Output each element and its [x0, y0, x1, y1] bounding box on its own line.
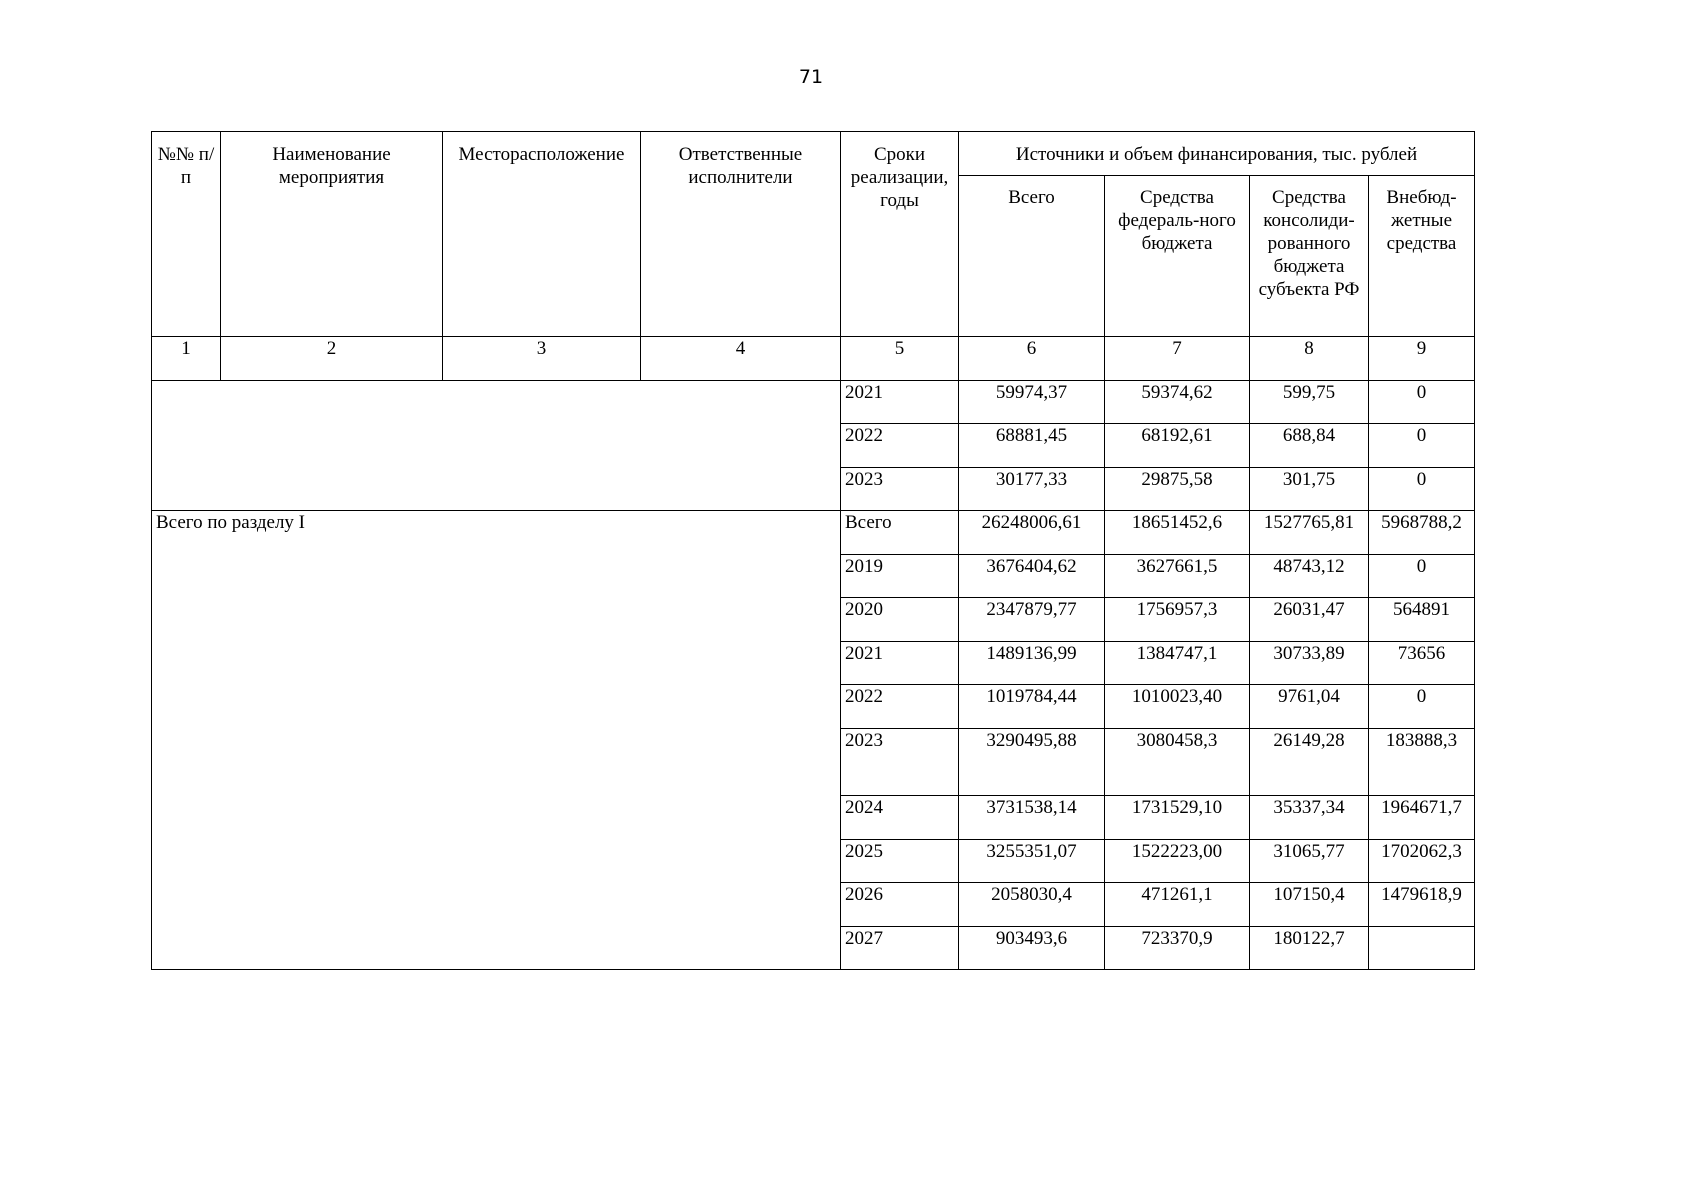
year-cell: 2021 [841, 642, 959, 685]
financing-table [151, 131, 1475, 970]
header-terms: Сроки реализации, годы [841, 132, 959, 337]
total-cell: 3290495,88 [959, 729, 1105, 796]
federal-cell: 1731529,10 [1105, 796, 1250, 840]
extrabudget-cell: 0 [1369, 424, 1475, 468]
regional-cell: 30733,89 [1250, 642, 1369, 685]
header-number: №№ п/п [152, 132, 221, 337]
federal-cell: 1522223,00 [1105, 840, 1250, 883]
federal-cell: 1756957,3 [1105, 598, 1250, 642]
total-cell: 30177,33 [959, 468, 1105, 511]
extrabudget-cell: 0 [1369, 468, 1475, 511]
header-event-name: Наименование мероприятия [221, 132, 443, 337]
column-number: 1 [152, 337, 221, 381]
total-cell: 1019784,44 [959, 685, 1105, 729]
column-number: 7 [1105, 337, 1250, 381]
year-cell: Всего [841, 511, 959, 555]
extrabudget-cell: 0 [1369, 381, 1475, 424]
header-location: Месторасположение [443, 132, 641, 337]
header-federal: Средства федераль-ного бюджета [1105, 176, 1250, 337]
extrabudget-cell: 183888,3 [1369, 729, 1475, 796]
total-cell: 3676404,62 [959, 555, 1105, 598]
section-total-label: Всего по разделу I [152, 511, 841, 970]
federal-cell: 29875,58 [1105, 468, 1250, 511]
total-cell: 2058030,4 [959, 883, 1105, 927]
total-cell: 68881,45 [959, 424, 1105, 468]
extrabudget-cell: 564891 [1369, 598, 1475, 642]
empty-merged-cell [152, 381, 841, 511]
extrabudget-cell: 5968788,2 [1369, 511, 1475, 555]
regional-cell: 301,75 [1250, 468, 1369, 511]
extrabudget-cell: 1702062,3 [1369, 840, 1475, 883]
federal-cell: 723370,9 [1105, 927, 1250, 970]
total-cell: 903493,6 [959, 927, 1105, 970]
year-cell: 2020 [841, 598, 959, 642]
federal-cell: 3627661,5 [1105, 555, 1250, 598]
federal-cell: 59374,62 [1105, 381, 1250, 424]
year-cell: 2026 [841, 883, 959, 927]
page-number: 71 [798, 66, 824, 88]
total-cell: 3255351,07 [959, 840, 1105, 883]
column-number: 9 [1369, 337, 1475, 381]
column-number: 2 [221, 337, 443, 381]
year-cell: 2022 [841, 424, 959, 468]
federal-cell: 18651452,6 [1105, 511, 1250, 555]
year-cell: 2023 [841, 468, 959, 511]
regional-cell: 107150,4 [1250, 883, 1369, 927]
regional-cell: 1527765,81 [1250, 511, 1369, 555]
column-number: 6 [959, 337, 1105, 381]
extrabudget-cell: 73656 [1369, 642, 1475, 685]
regional-cell: 26031,47 [1250, 598, 1369, 642]
column-number: 5 [841, 337, 959, 381]
column-number: 4 [641, 337, 841, 381]
year-cell: 2022 [841, 685, 959, 729]
extrabudget-cell: 0 [1369, 685, 1475, 729]
regional-cell: 26149,28 [1250, 729, 1369, 796]
regional-cell: 31065,77 [1250, 840, 1369, 883]
regional-cell: 688,84 [1250, 424, 1369, 468]
federal-cell: 471261,1 [1105, 883, 1250, 927]
regional-cell: 35337,34 [1250, 796, 1369, 840]
year-cell: 2021 [841, 381, 959, 424]
extrabudget-cell: 1479618,9 [1369, 883, 1475, 927]
regional-cell: 48743,12 [1250, 555, 1369, 598]
column-number: 3 [443, 337, 641, 381]
header-total: Всего [959, 176, 1105, 337]
header-responsible: Ответственные исполнители [641, 132, 841, 337]
federal-cell: 68192,61 [1105, 424, 1250, 468]
federal-cell: 1384747,1 [1105, 642, 1250, 685]
header-funding-group: Источники и объем финансирования, тыс. рублей [959, 132, 1475, 176]
table-row [152, 381, 1475, 424]
federal-cell: 1010023,40 [1105, 685, 1250, 729]
year-cell: 2019 [841, 555, 959, 598]
header-extrabudget: Внебюд-жетные средства [1369, 176, 1475, 337]
total-cell: 1489136,99 [959, 642, 1105, 685]
header-row-top [152, 132, 1475, 176]
extrabudget-cell: 0 [1369, 555, 1475, 598]
table-row [152, 511, 1475, 555]
year-cell: 2023 [841, 729, 959, 796]
year-cell: 2027 [841, 927, 959, 970]
year-cell: 2025 [841, 840, 959, 883]
total-cell: 59974,37 [959, 381, 1105, 424]
extrabudget-cell: 1964671,7 [1369, 796, 1475, 840]
regional-cell: 180122,7 [1250, 927, 1369, 970]
total-cell: 2347879,77 [959, 598, 1105, 642]
extrabudget-cell [1369, 927, 1475, 970]
regional-cell: 9761,04 [1250, 685, 1369, 729]
total-cell: 3731538,14 [959, 796, 1105, 840]
column-number-row [152, 337, 1475, 381]
federal-cell: 3080458,3 [1105, 729, 1250, 796]
column-number: 8 [1250, 337, 1369, 381]
header-regional: Средства консолиди-рованного бюджета субъекта РФ [1250, 176, 1369, 337]
regional-cell: 599,75 [1250, 381, 1369, 424]
year-cell: 2024 [841, 796, 959, 840]
total-cell: 26248006,61 [959, 511, 1105, 555]
